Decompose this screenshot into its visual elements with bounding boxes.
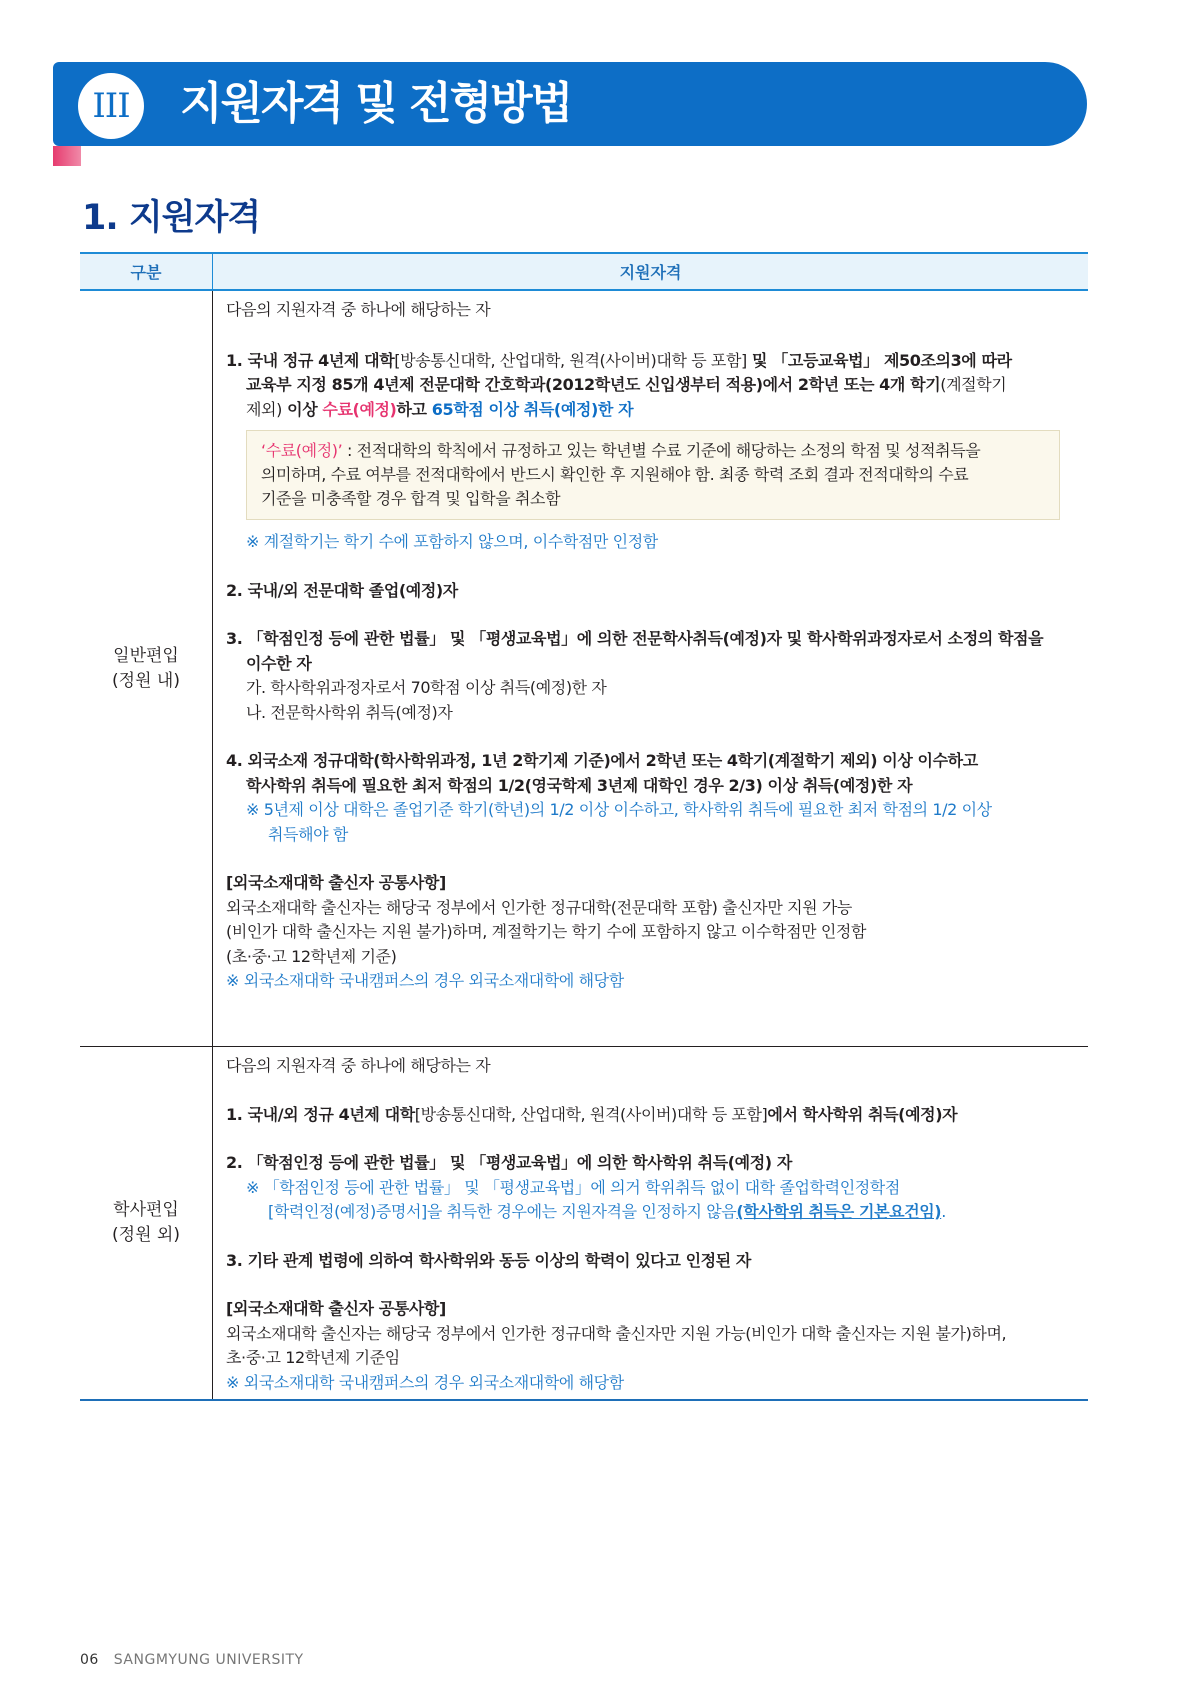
criterion-3-sub-a: 가. 학사학위과정자로서 70학점 이상 취득(예정)한 자 — [246, 678, 607, 697]
definition-box — [246, 430, 1060, 520]
category-label: 학사편입 — [113, 1200, 179, 1220]
definition-line-3: 기준을 미충족할 경우 합격 및 입학을 취소함 — [261, 489, 561, 508]
criterion-3: 3. 기타 관계 법령에 의하여 학사학위와 동등 이상의 학력이 있다고 인정된 자 — [226, 1250, 751, 1270]
chapter-header-accent — [53, 146, 81, 166]
foreign-common-line-1: 외국소재대학 출신자는 해당국 정부에서 인가한 정규대학(전문대학 포함) 출신자만 지원 가능 — [226, 897, 852, 917]
criterion-2: 2. 국내/외 전문대학 졸업(예정)자 — [226, 580, 458, 600]
section-title: 1. 지원자격 — [82, 198, 261, 238]
criterion-1-line-1: 1. 국내 정규 4년제 대학[방송통신대학, 산업대학, 원격(사이버)대학 등 포함] 및 「고등교육법」 제50조의3에 따라 — [226, 350, 1012, 370]
intro-text: 다음의 지원자격 중 하나에 해당하는 자 — [226, 1056, 491, 1075]
chapter-title: 지원자격 및 전형방법 — [180, 78, 572, 129]
eligibility-table — [80, 252, 1088, 1401]
table-row-general-transfer — [80, 291, 1088, 1047]
foreign-common-title: [외국소재대학 출신자 공통사항] — [226, 1299, 446, 1318]
note-seasonal-semester: ※ 계절학기는 학기 수에 포함하지 않으며, 이수학점만 인정함 — [246, 532, 658, 551]
criterion-2-line-1: 2. 「학점인정 등에 관한 법률」 및 「평생교육법」에 의한 학사학위 취득(예정) 자 — [226, 1153, 792, 1172]
criterion-2-note-line-2: [학력인정(예정)증명서]을 취득한 경우에는 지원자격을 인정하지 않음(학사학위 취득은 기본요건임). — [268, 1202, 946, 1221]
definition-line-1: ‘수료(예정)’ : 전적대학의 학칙에서 규정하고 있는 학년별 수료 기준에 해당하는 소정의 학점 및 성적취득을 — [261, 441, 981, 460]
foreign-common-note: ※ 외국소재대학 국내캠퍼스의 경우 외국소재대학에 해당함 — [226, 971, 624, 990]
criterion-1: 1. 국내/외 정규 4년제 대학[방송통신대학, 산업대학, 원격(사이버)대학 등 포함]에서 학사학위 취득(예정)자 — [226, 1104, 958, 1124]
criterion-4-line-1: 4. 외국소재 정규대학(학사학위과정, 1년 2학기제 기준)에서 2학년 또는 4학기(계절학기 제외) 이상 이수하고 — [226, 751, 978, 770]
criterion-3-sub-b: 나. 전문학사학위 취득(예정)자 — [246, 702, 453, 722]
category-sublabel: (정원 외) — [112, 1225, 180, 1245]
foreign-common-line-2: 초·중·고 12학년제 기준임 — [226, 1348, 400, 1367]
table-header-row — [80, 252, 1088, 291]
criterion-4-note-line-1: ※ 5년제 이상 대학은 졸업기준 학기(학년)의 1/2 이상 이수하고, 학사학위 취득에 필요한 최저 학점의 1/2 이상 — [246, 800, 992, 819]
category-label: 일반편입 — [113, 645, 179, 666]
criterion-4-note-line-2: 취득해야 함 — [268, 824, 348, 844]
criterion-2-note-line-1: ※ 「학점인정 등에 관한 법률」 및 「평생교육법」에 의거 학위취득 없이 대학 졸업학력인정학점 — [246, 1177, 900, 1197]
chapter-number-badge: III — [78, 73, 144, 139]
criterion-3-line-1: 3. 「학점인정 등에 관한 법률」 및 「평생교육법」에 의한 전문학사취득(예정)자 및 학사학위과정자로서 소정의 학점을 — [226, 629, 1044, 648]
page-number: 06 — [80, 1652, 99, 1668]
foreign-common-note: ※ 외국소재대학 국내캠퍼스의 경우 외국소재대학에 해당함 — [226, 1372, 624, 1392]
criterion-3-line-2: 이수한 자 — [246, 653, 312, 673]
university-name: SANGMYUNG UNIVERSITY — [113, 1652, 304, 1668]
table-row-bachelor-transfer — [80, 1047, 1088, 1401]
criterion-1-line-2: 교육부 지정 85개 4년제 전문대학 간호학과(2012학년도 신입생부터 적용)에서 2학년 또는 4개 학기(계절학기 — [246, 375, 1007, 394]
category-sublabel: (정원 내) — [112, 670, 180, 691]
eligibility-bachelor-transfer — [213, 1047, 1088, 1399]
foreign-common-line-1: 외국소재대학 출신자는 해당국 정부에서 인가한 정규대학 출신자만 지원 가능(비인가 대학 출신자는 지원 불가)하며, — [226, 1323, 1007, 1343]
criterion-4-line-2: 학사학위 취득에 필요한 최저 학점의 1/2(영국학제 3년제 대학인 경우 2/3) 이상 취득(예정)한 자 — [246, 775, 913, 795]
category-bachelor-transfer — [80, 1047, 213, 1399]
foreign-common-title: [외국소재대학 출신자 공통사항] — [226, 873, 446, 892]
intro-text: 다음의 지원자격 중 하나에 해당하는 자 — [226, 300, 491, 319]
page-footer — [80, 1652, 304, 1668]
criterion-1-line-3: 제외) 이상 수료(예정)하고 65학점 이상 취득(예정)한 자 — [246, 399, 634, 419]
column-header-category: 구분 — [80, 254, 213, 289]
eligibility-general-transfer — [213, 291, 1088, 1046]
category-general-transfer — [80, 291, 213, 1046]
foreign-common-line-2: (비인가 대학 출신자는 지원 불가)하며, 계절학기는 학기 수에 포함하지 않고 이수학점만 인정함 — [226, 922, 867, 941]
column-header-eligibility: 지원자격 — [619, 263, 682, 282]
foreign-common-line-3: (초·중·고 12학년제 기준) — [226, 946, 397, 966]
definition-line-2: 의미하며, 수료 여부를 전적대학에서 반드시 확인한 후 지원해야 함. 최종 학력 조회 결과 전적대학의 수료 — [261, 465, 969, 484]
